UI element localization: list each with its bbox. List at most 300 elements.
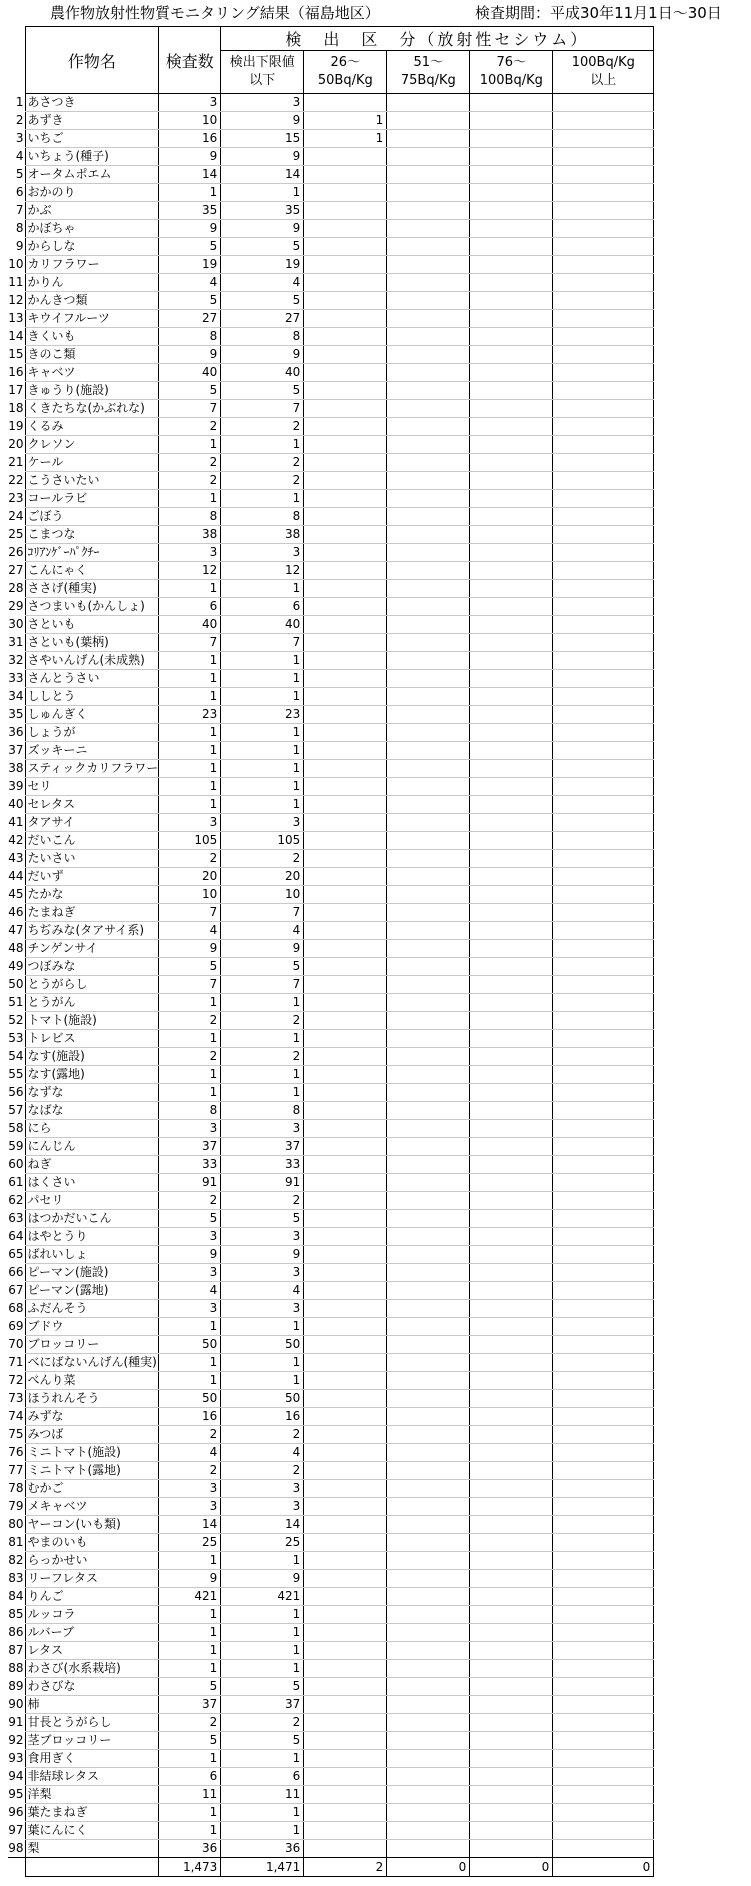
range-76-100-cell	[470, 1120, 553, 1138]
range-26-50-cell	[304, 976, 387, 994]
count-cell: 1	[159, 1372, 221, 1390]
range-51-75-cell	[387, 742, 470, 760]
range-26-50-cell	[304, 292, 387, 310]
crop-name-cell: とうがん	[25, 994, 159, 1012]
below-limit-cell: 7	[221, 400, 304, 418]
range-26-50-cell	[304, 616, 387, 634]
over-100-cell	[553, 814, 654, 832]
over-100-cell	[553, 796, 654, 814]
range-51-75-cell	[387, 796, 470, 814]
range-76-100-cell	[470, 1282, 553, 1300]
over-100-cell	[553, 1426, 654, 1444]
table-row	[8, 112, 654, 130]
crop-name-cell: なす(露地)	[25, 1066, 159, 1084]
row-number: 9	[15, 239, 24, 253]
row-number: 15	[8, 347, 24, 361]
below-limit-cell: 1	[221, 724, 304, 742]
table-row	[8, 940, 654, 958]
range-51-75-cell	[387, 1012, 470, 1030]
table-row	[8, 148, 654, 166]
over-100-cell	[553, 1768, 654, 1786]
crop-name-cell: にら	[25, 1120, 159, 1138]
count-cell: 9	[159, 940, 221, 958]
range-26-50-cell	[304, 364, 387, 382]
row-number: 43	[8, 851, 24, 865]
table-row	[8, 868, 654, 886]
range-26-50-cell	[304, 418, 387, 436]
row-number: 50	[8, 977, 24, 991]
table-row	[8, 850, 654, 868]
row-number: 92	[8, 1733, 24, 1747]
crop-name-cell: ルバーブ	[25, 1624, 159, 1642]
row-number: 16	[8, 365, 24, 379]
over-100-cell	[553, 1138, 654, 1156]
table-row	[8, 1192, 654, 1210]
row-number: 25	[8, 527, 24, 541]
crop-name-cell: ブロッコリー	[25, 1336, 159, 1354]
over-100-cell	[553, 1678, 654, 1696]
range-26-50-cell	[304, 1102, 387, 1120]
count-cell: 50	[159, 1390, 221, 1408]
row-number: 44	[8, 869, 24, 883]
over-100-cell	[553, 1282, 654, 1300]
row-number: 58	[8, 1121, 24, 1135]
range-51-75-cell	[387, 1102, 470, 1120]
range-26-50-cell	[304, 778, 387, 796]
range-26-50-cell	[304, 436, 387, 454]
range-76-100-cell	[470, 1174, 553, 1192]
over-100-cell	[553, 724, 654, 742]
crop-name-cell: しゅんぎく	[25, 706, 159, 724]
range-76-100-cell	[470, 1426, 553, 1444]
range-76-100-cell	[470, 922, 553, 940]
table-row	[8, 598, 654, 616]
row-number: 21	[8, 455, 24, 469]
range-51-75-cell	[387, 1534, 470, 1552]
range-26-50-cell	[304, 1282, 387, 1300]
row-number: 49	[8, 959, 24, 973]
range-51-75-cell	[387, 1246, 470, 1264]
over-100-cell	[553, 454, 654, 472]
range-76-100-cell	[470, 1246, 553, 1264]
row-number: 6	[15, 185, 24, 199]
row-number: 69	[8, 1319, 24, 1333]
row-number: 24	[8, 509, 24, 523]
count-cell: 27	[159, 310, 221, 328]
range-51-75-cell	[387, 976, 470, 994]
over-100-cell	[553, 1264, 654, 1282]
range-26-50-cell	[304, 1264, 387, 1282]
range-76-100-cell	[470, 1372, 553, 1390]
range-51-75-cell	[387, 994, 470, 1012]
range-51-75-cell	[387, 274, 470, 292]
crop-name-cell: らっかせい	[25, 1552, 159, 1570]
below-limit-cell: 25	[221, 1534, 304, 1552]
range-51-75-cell	[387, 436, 470, 454]
table-row	[8, 1570, 654, 1588]
over-100-cell	[553, 940, 654, 958]
range-26-50-cell	[304, 94, 387, 112]
row-number: 94	[8, 1769, 24, 1783]
range-51-75-cell	[387, 562, 470, 580]
count-cell: 5	[159, 1210, 221, 1228]
row-number: 18	[8, 401, 24, 415]
count-cell: 1	[159, 1750, 221, 1768]
results-table	[8, 26, 654, 1877]
row-number: 47	[8, 923, 24, 937]
header-count: 検査数	[159, 27, 221, 94]
below-limit-cell: 91	[221, 1174, 304, 1192]
crop-name-cell: ブドウ	[25, 1318, 159, 1336]
crop-name-cell: 甘長とうがらし	[25, 1714, 159, 1732]
count-cell: 2	[159, 1462, 221, 1480]
count-cell: 2	[159, 418, 221, 436]
range-26-50-cell	[304, 1786, 387, 1804]
range-76-100-cell	[470, 472, 553, 490]
range-76-100-cell	[470, 490, 553, 508]
range-26-50-cell	[304, 526, 387, 544]
range-76-100-cell	[470, 1318, 553, 1336]
range-51-75-cell	[387, 1372, 470, 1390]
crop-name-cell: ｺﾘｱﾝｹﾞｰﾊﾟｸﾁｰ	[25, 544, 159, 562]
crop-name-cell: きのこ類	[25, 346, 159, 364]
count-cell: 9	[159, 1246, 221, 1264]
range-51-75-cell	[387, 1120, 470, 1138]
crop-name-cell: やまのいも	[25, 1534, 159, 1552]
over-100-cell	[553, 1750, 654, 1768]
range-26-50-cell	[304, 1174, 387, 1192]
below-limit-cell: 40	[221, 616, 304, 634]
table-row	[8, 1210, 654, 1228]
count-cell: 5	[159, 1732, 221, 1750]
range-26-50-cell	[304, 310, 387, 328]
range-26-50-cell	[304, 472, 387, 490]
crop-name-cell: わさびな	[25, 1678, 159, 1696]
count-cell: 1	[159, 1642, 221, 1660]
range-51-75-cell	[387, 652, 470, 670]
range-76-100-cell	[470, 238, 553, 256]
crop-name-cell: なばな	[25, 1102, 159, 1120]
table-row	[8, 436, 654, 454]
range-26-50-cell	[304, 850, 387, 868]
range-26-50-cell	[304, 1444, 387, 1462]
range-26-50-cell	[304, 1192, 387, 1210]
crop-name-cell: みずな	[25, 1408, 159, 1426]
over-100-cell	[553, 148, 654, 166]
crop-name-cell: さといも(葉柄)	[25, 634, 159, 652]
row-number: 45	[8, 887, 24, 901]
row-number: 71	[8, 1355, 24, 1369]
row-number: 85	[8, 1607, 24, 1621]
row-number: 83	[8, 1571, 24, 1585]
range-51-75-cell	[387, 1750, 470, 1768]
table-row	[8, 508, 654, 526]
crop-name-cell: むかご	[25, 1480, 159, 1498]
range-76-100-cell	[470, 1390, 553, 1408]
count-cell: 23	[159, 706, 221, 724]
count-cell: 1	[159, 688, 221, 706]
row-number: 14	[8, 329, 24, 343]
range-76-100-cell	[470, 1822, 553, 1840]
crop-name-cell: さつまいも(かんしょ)	[25, 598, 159, 616]
table-row	[8, 328, 654, 346]
total-label-cell	[25, 1858, 159, 1877]
range-76-100-cell	[470, 1552, 553, 1570]
range-76-100-cell	[470, 796, 553, 814]
crop-name-cell: 非結球レタス	[25, 1768, 159, 1786]
count-cell: 2	[159, 1048, 221, 1066]
range-51-75-cell	[387, 580, 470, 598]
over-100-cell	[553, 472, 654, 490]
count-cell: 5	[159, 292, 221, 310]
below-limit-cell: 1	[221, 1750, 304, 1768]
range-51-75-cell	[387, 1660, 470, 1678]
over-100-cell	[553, 832, 654, 850]
range-26-50-cell	[304, 1156, 387, 1174]
table-row	[8, 1030, 654, 1048]
count-cell: 3	[159, 814, 221, 832]
below-limit-cell: 1	[221, 1660, 304, 1678]
below-limit-cell: 11	[221, 1786, 304, 1804]
range-51-75-cell	[387, 1048, 470, 1066]
crop-name-cell: オータムポエム	[25, 166, 159, 184]
count-cell: 3	[159, 1264, 221, 1282]
range-76-100-cell	[470, 256, 553, 274]
table-row	[8, 256, 654, 274]
count-cell: 1	[159, 796, 221, 814]
range-26-50-cell	[304, 562, 387, 580]
range-26-50-cell	[304, 1012, 387, 1030]
below-limit-cell: 1	[221, 1642, 304, 1660]
range-51-75-cell	[387, 1588, 470, 1606]
count-cell: 8	[159, 508, 221, 526]
over-100-cell	[553, 1228, 654, 1246]
range-76-100-cell	[470, 778, 553, 796]
range-76-100-cell	[470, 1516, 553, 1534]
over-100-cell	[553, 1840, 654, 1858]
count-cell: 1	[159, 994, 221, 1012]
row-number: 90	[8, 1697, 24, 1711]
below-limit-cell: 2	[221, 1426, 304, 1444]
table-row	[8, 1642, 654, 1660]
row-number: 75	[8, 1427, 24, 1441]
row-number: 52	[8, 1013, 24, 1027]
count-cell: 1	[159, 724, 221, 742]
count-cell: 1	[159, 436, 221, 454]
over-100-cell	[553, 1696, 654, 1714]
total-range-26-50-cell: 2	[304, 1858, 387, 1877]
over-100-cell	[553, 328, 654, 346]
crop-name-cell: クレソン	[25, 436, 159, 454]
crop-name-cell: 梨	[25, 1840, 159, 1858]
range-51-75-cell	[387, 508, 470, 526]
below-limit-cell: 40	[221, 364, 304, 382]
over-100-cell	[553, 850, 654, 868]
row-number: 73	[8, 1391, 24, 1405]
range-51-75-cell	[387, 1210, 470, 1228]
over-100-cell	[553, 1372, 654, 1390]
range-76-100-cell	[470, 976, 553, 994]
crop-name-cell: こまつな	[25, 526, 159, 544]
below-limit-cell: 2	[221, 472, 304, 490]
count-cell: 1	[159, 760, 221, 778]
range-26-50-cell	[304, 220, 387, 238]
header-below-limit: 検出下限値 以下	[221, 51, 304, 94]
over-100-cell	[553, 922, 654, 940]
count-cell: 7	[159, 400, 221, 418]
crop-name-cell: ほうれんそう	[25, 1390, 159, 1408]
range-51-75-cell	[387, 778, 470, 796]
count-cell: 1	[159, 184, 221, 202]
row-number: 53	[8, 1031, 24, 1045]
table-row	[8, 1318, 654, 1336]
range-76-100-cell	[470, 292, 553, 310]
range-76-100-cell	[470, 508, 553, 526]
table-row	[8, 1066, 654, 1084]
crop-name-cell: リーフレタス	[25, 1570, 159, 1588]
over-100-cell	[553, 1354, 654, 1372]
over-100-cell	[553, 1192, 654, 1210]
table-row	[8, 922, 654, 940]
range-76-100-cell	[470, 1048, 553, 1066]
range-76-100-cell	[470, 760, 553, 778]
table-row	[8, 814, 654, 832]
below-limit-cell: 1	[221, 1030, 304, 1048]
range-51-75-cell	[387, 1840, 470, 1858]
table-row	[8, 1462, 654, 1480]
table-row	[8, 976, 654, 994]
range-76-100-cell	[470, 1138, 553, 1156]
row-number: 88	[8, 1661, 24, 1675]
row-number: 87	[8, 1643, 24, 1657]
row-number: 98	[8, 1840, 25, 1858]
row-number: 29	[8, 599, 24, 613]
table-row	[8, 580, 654, 598]
range-51-75-cell	[387, 1498, 470, 1516]
range-51-75-cell	[387, 148, 470, 166]
below-limit-cell: 37	[221, 1138, 304, 1156]
table-row	[8, 472, 654, 490]
below-limit-cell: 14	[221, 166, 304, 184]
over-100-cell	[553, 1588, 654, 1606]
over-100-cell	[553, 1444, 654, 1462]
table-row	[8, 562, 654, 580]
below-limit-cell: 4	[221, 1444, 304, 1462]
table-row	[8, 886, 654, 904]
crop-name-cell: ルッコラ	[25, 1606, 159, 1624]
range-51-75-cell	[387, 310, 470, 328]
crop-name-cell: タアサイ	[25, 814, 159, 832]
range-51-75-cell	[387, 328, 470, 346]
range-26-50-cell	[304, 760, 387, 778]
over-100-cell	[553, 670, 654, 688]
range-51-75-cell	[387, 1822, 470, 1840]
row-number: 8	[15, 221, 24, 235]
range-76-100-cell	[470, 1084, 553, 1102]
crop-name-cell: ピーマン(露地)	[25, 1282, 159, 1300]
table-row	[8, 490, 654, 508]
range-76-100-cell	[470, 1354, 553, 1372]
table-row	[8, 958, 654, 976]
range-51-75-cell	[387, 940, 470, 958]
row-number: 63	[8, 1211, 24, 1225]
range-26-50-cell	[304, 1822, 387, 1840]
below-limit-cell: 1	[221, 184, 304, 202]
row-number: 5	[15, 167, 24, 181]
crop-name-cell: メキャベツ	[25, 1498, 159, 1516]
over-100-cell	[553, 1102, 654, 1120]
range-26-50-cell	[304, 148, 387, 166]
crop-name-cell: ヤーコン(いも類)	[25, 1516, 159, 1534]
crop-name-cell: 洋梨	[25, 1786, 159, 1804]
below-limit-cell: 3	[221, 544, 304, 562]
table-row	[8, 526, 654, 544]
range-76-100-cell	[470, 364, 553, 382]
crop-name-cell: はつかだいこん	[25, 1210, 159, 1228]
crop-name-cell: ごぼう	[25, 508, 159, 526]
row-number: 37	[8, 743, 24, 757]
range-26-50-cell	[304, 1066, 387, 1084]
over-100-cell	[553, 1048, 654, 1066]
count-cell: 12	[159, 562, 221, 580]
over-100-cell	[553, 508, 654, 526]
table-row	[8, 670, 654, 688]
over-100-cell	[553, 598, 654, 616]
total-range-51-75-cell: 0	[387, 1858, 470, 1877]
range-51-75-cell	[387, 886, 470, 904]
over-100-cell	[553, 1336, 654, 1354]
range-26-50-cell	[304, 940, 387, 958]
range-51-75-cell	[387, 1570, 470, 1588]
range-26-50-cell	[304, 958, 387, 976]
row-number: 96	[8, 1805, 24, 1819]
count-cell: 8	[159, 1102, 221, 1120]
range-26-50-cell	[304, 598, 387, 616]
count-cell: 9	[159, 346, 221, 364]
crop-name-cell: かんきつ類	[25, 292, 159, 310]
range-26-50-cell	[304, 1534, 387, 1552]
range-76-100-cell	[470, 112, 553, 130]
row-number: 38	[8, 761, 24, 775]
range-76-100-cell	[470, 1498, 553, 1516]
table-row	[8, 994, 654, 1012]
range-26-50-cell	[304, 634, 387, 652]
row-number: 19	[8, 419, 24, 433]
row-number: 27	[8, 563, 24, 577]
range-26-50-cell	[304, 994, 387, 1012]
range-26-50-cell	[304, 652, 387, 670]
range-76-100-cell	[470, 1066, 553, 1084]
range-76-100-cell	[470, 310, 553, 328]
range-51-75-cell	[387, 1552, 470, 1570]
over-100-cell	[553, 1462, 654, 1480]
count-cell: 3	[159, 1480, 221, 1498]
over-100-cell	[553, 1642, 654, 1660]
below-limit-cell: 1	[221, 1372, 304, 1390]
table-row	[8, 1732, 654, 1750]
over-100-cell	[553, 1246, 654, 1264]
count-cell: 5	[159, 238, 221, 256]
range-26-50-cell	[304, 1084, 387, 1102]
below-limit-cell: 9	[221, 148, 304, 166]
count-cell: 14	[159, 1516, 221, 1534]
range-26-50-cell	[304, 1552, 387, 1570]
below-limit-cell: 3	[221, 1120, 304, 1138]
range-76-100-cell	[470, 1804, 553, 1822]
row-number: 32	[8, 653, 24, 667]
below-limit-cell: 7	[221, 976, 304, 994]
crop-name-cell: たまねぎ	[25, 904, 159, 922]
